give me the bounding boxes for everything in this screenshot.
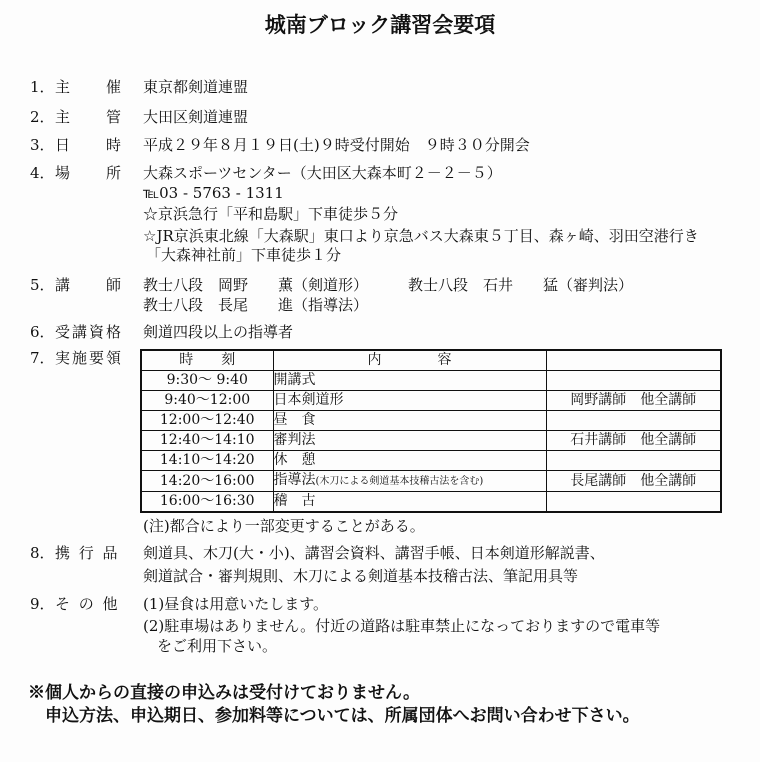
header-time: 時 刻 — [141, 350, 273, 371]
schedule-footnote: (注)都合により一部変更することがある。 — [143, 517, 425, 535]
notice-line: 申込方法、申込期日、参加料等については、所属団体へお問い合わせ下さい。 — [45, 706, 640, 726]
row-content — [273, 471, 546, 492]
row-content-text: 審判法 — [273, 432, 316, 448]
carry-line: 剣道試合・審判規則、木刀による剣道基本技稽古法、筆記用具等 — [143, 567, 579, 585]
item-number: 9． — [30, 595, 55, 613]
row-content — [273, 492, 546, 513]
header-instructor — [546, 350, 721, 371]
table-row — [141, 411, 721, 431]
row-time: 9:40～12:00 — [141, 391, 273, 411]
datetime-value: 平成２９年８月１９日(土)９時受付開始 ９時３０分開会 — [143, 136, 530, 154]
item-number: 4． — [30, 164, 55, 182]
table-row — [141, 492, 721, 513]
eligibility-value: 剣道四段以上の指導者 — [143, 323, 294, 341]
row-content — [273, 371, 546, 391]
notice-line: ※個人からの直接の申込みは受付けておりません。 — [28, 683, 421, 703]
row-time: 12:00～12:40 — [141, 411, 273, 431]
table-row — [141, 451, 721, 471]
row-instructor — [546, 451, 721, 471]
header-content: 内 容 — [273, 350, 546, 371]
item-number: 5． — [30, 276, 55, 294]
row-content — [273, 451, 546, 471]
venue-access-line: ☆京浜急行「平和島駅」下車徒歩５分 — [143, 205, 399, 223]
other-line: (2)駐車場はありません。付近の道路は駐車禁止になっておりますので電車等 — [143, 617, 661, 635]
row-time: 14:10～14:20 — [141, 451, 273, 471]
other-line: をご利用下さい。 — [157, 637, 278, 655]
row-instructor: 岡野講師 他全講師 — [546, 391, 721, 411]
row-instructor: 石井講師 他全講師 — [546, 431, 721, 451]
row-content — [273, 431, 546, 451]
row-content-text: 稽 古 — [273, 493, 316, 509]
row-content-text: 昼 食 — [273, 412, 316, 428]
table-row — [141, 371, 721, 391]
row-content — [273, 391, 546, 411]
other-label: そ の 他 — [55, 595, 120, 613]
venue-access-line: 「大森神社前」下車徒歩１分 — [146, 246, 342, 264]
lecturer-entry: 教士八段 長尾 進（指導法） — [143, 296, 369, 314]
lecturers-label: 講 師 — [55, 276, 124, 294]
document-title: 城南ブロック講習会要項 — [264, 12, 496, 37]
carry-line: 剣道具、木刀(大・小)、講習会資料、講習手帳、日本剣道形解説書、 — [143, 544, 605, 562]
item-number: 3． — [30, 136, 55, 154]
venue-value: 大森スポーツセンター（大田区大森本町２－２－５） — [143, 164, 502, 182]
row-content-text: 指導法 — [273, 472, 316, 488]
item-number: 6． — [30, 323, 55, 341]
item-number: 1． — [30, 78, 55, 96]
organizer-value: 東京都剣道連盟 — [143, 78, 249, 96]
manager-label: 主 管 — [55, 108, 124, 126]
table-row — [141, 431, 721, 451]
venue-access-line: ☆JR京浜東北線「大森駅」東口より京急バス大森東５丁目、森ヶ崎、羽田空港行き — [143, 227, 699, 245]
table-header-row — [141, 350, 721, 371]
carry-label: 携 行 品 — [55, 544, 120, 562]
schedule-table — [140, 349, 722, 513]
row-instructor — [546, 492, 721, 513]
row-content-text: 休 憩 — [273, 452, 316, 468]
item-number: 2． — [30, 108, 55, 126]
schedule-label: 実施要領 — [55, 349, 124, 367]
venue-label: 場 所 — [55, 164, 124, 182]
row-content-text: 開講式 — [273, 372, 316, 388]
row-time: 16:00～16:30 — [141, 492, 273, 513]
venue-tel: ℡03 - 5763 - 1311 — [143, 184, 284, 202]
manager-value: 大田区剣道連盟 — [143, 108, 249, 126]
item-number: 8． — [30, 544, 55, 562]
row-content-text: 日本剣道形 — [273, 392, 344, 408]
row-content — [273, 411, 546, 431]
lecturer-entry: 教士八段 石井 猛（審判法） — [408, 276, 634, 294]
eligibility-label: 受講資格 — [55, 323, 124, 341]
row-instructor — [546, 411, 721, 431]
row-instructor — [546, 371, 721, 391]
other-line: (1)昼食は用意いたします。 — [143, 595, 329, 613]
item-number: 7． — [30, 349, 55, 367]
row-time: 14:20～16:00 — [141, 471, 273, 492]
row-time: 9:30～ 9:40 — [141, 371, 273, 391]
row-time: 12:40～14:10 — [141, 431, 273, 451]
table-row — [141, 471, 721, 492]
row-instructor: 長尾講師 他全講師 — [546, 471, 721, 492]
lecturer-entry: 教士八段 岡野 薫（剣道形） — [143, 276, 369, 294]
table-row — [141, 391, 721, 411]
datetime-label: 日 時 — [55, 136, 124, 154]
organizer-label: 主 催 — [55, 78, 124, 96]
row-content-note: (木刀による剣道基本技稽古法を含む) — [315, 476, 484, 487]
